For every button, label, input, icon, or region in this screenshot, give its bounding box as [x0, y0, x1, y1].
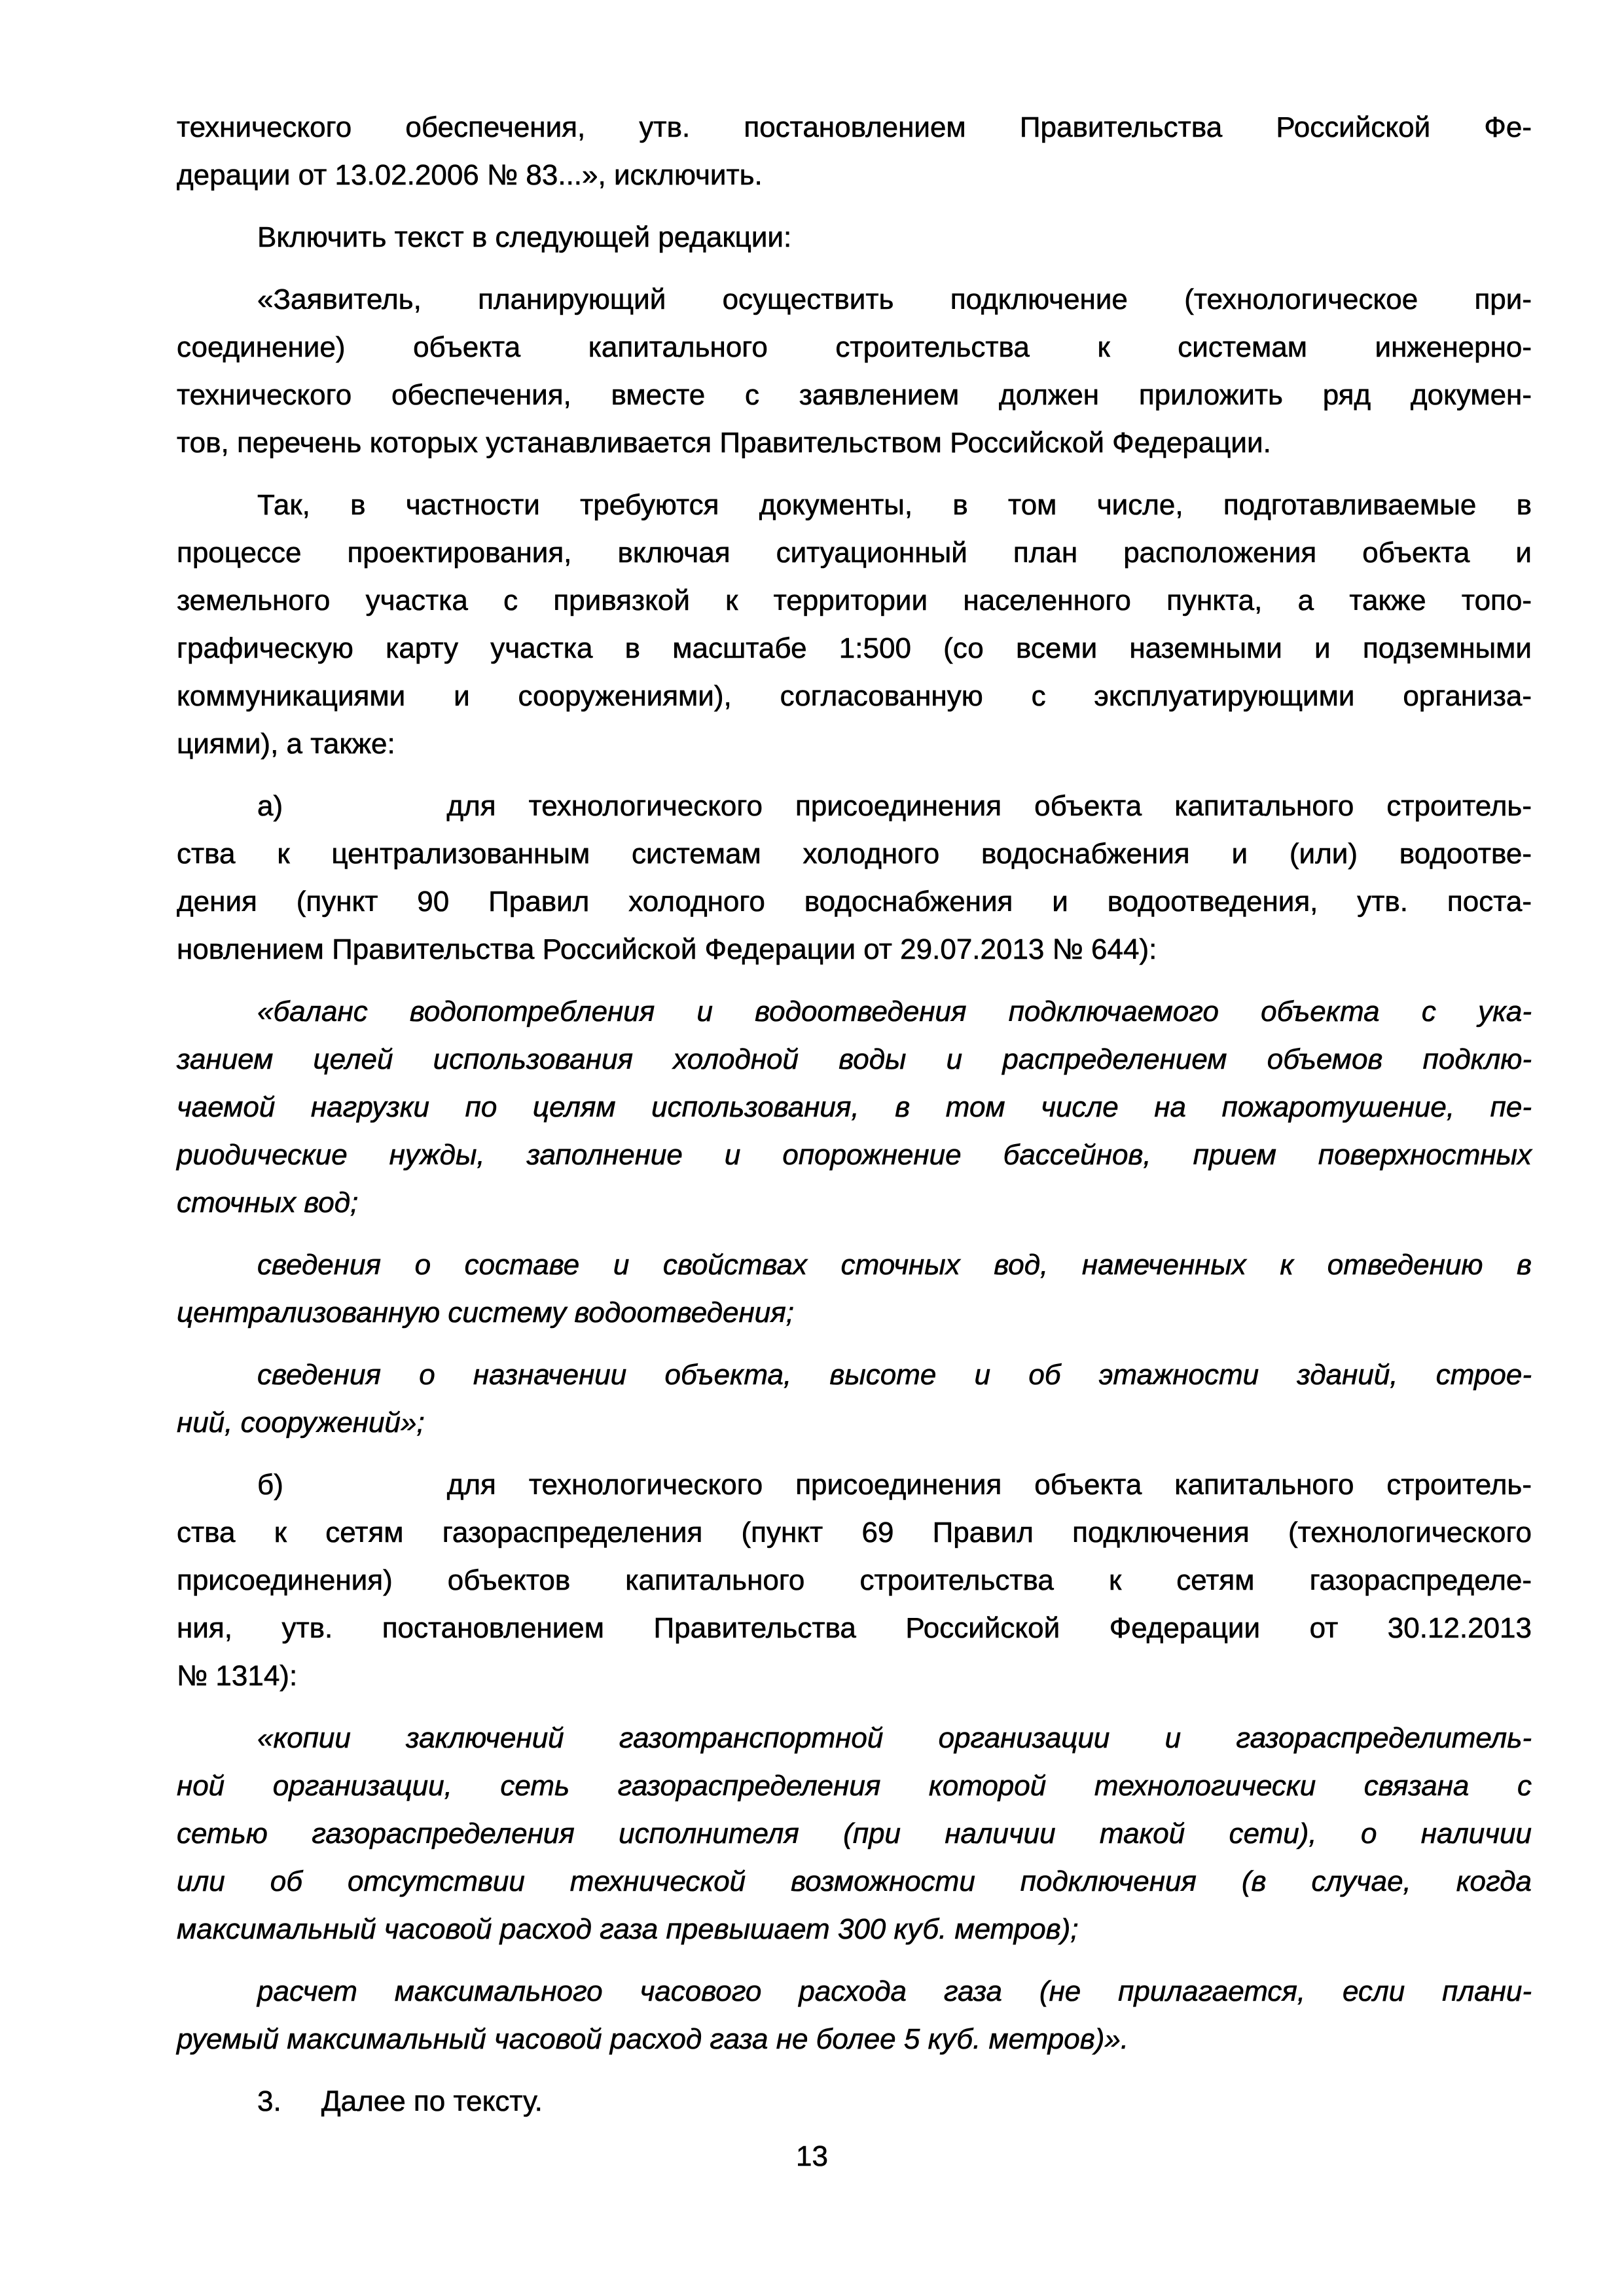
text-line: Так, в частности требуются документы, в том числе, подготавливаемые в — [257, 489, 1532, 521]
text-line: новлением Правительства Российской Федерации от 29.07.2013 № 644): — [177, 933, 1157, 965]
paragraph — [177, 1461, 1532, 1700]
paragraph — [177, 1714, 1532, 1953]
text-line: коммуникациями и сооружениями), согласованную с эксплуатирующими организа- — [177, 680, 1532, 712]
text-line: сведения о назначении объекта, высоте и об этажности зданий, строе- — [257, 1359, 1532, 1391]
paragraph — [177, 988, 1532, 1227]
paragraph — [177, 103, 1532, 199]
text-line: сточных вод; — [177, 1187, 359, 1219]
text-line: сетью газораспределения исполнителя (при наличии такой сети), о наличии — [177, 1818, 1532, 1850]
page-number: 13 — [796, 2140, 828, 2172]
text-line: технического обеспечения, вместе с заявлением должен приложить ряд докумен- — [177, 379, 1532, 411]
text-line: соединение) объекта капитального строительства к системам инженерно- — [177, 331, 1532, 363]
text-line: присоединения) объектов капитального строительства к сетям газораспределе- — [177, 1564, 1532, 1596]
text-line: графическую карту участка в масштабе 1:500 (со всеми наземными и подземными — [177, 632, 1532, 664]
text-line: технического обеспечения, утв. постановлением Правительства Российской Фе- — [177, 111, 1532, 143]
text-line: б) для технологического присоединения объекта капитального строитель- — [257, 1469, 1532, 1501]
text-line: или об отсутствии технической возможности подключения (в случае, когда — [177, 1865, 1532, 1897]
paragraph — [177, 481, 1532, 768]
paragraph — [177, 1351, 1532, 1446]
text-line: «Заявитель, планирующий осуществить подключение (технологическое при- — [257, 283, 1532, 315]
text-line: чаемой нагрузки по целям использования, в том числе на пожаротушение, пе- — [177, 1091, 1532, 1123]
text-line: ний, сооружений»; — [177, 1407, 425, 1439]
paragraph — [177, 782, 1532, 973]
text-line: 3. Далее по тексту. — [257, 2085, 543, 2117]
text-line: дения (пункт 90 Правил холодного водоснабжения и водоотведения, утв. поста- — [177, 886, 1532, 918]
document-text — [177, 103, 1532, 2140]
text-line: а) для технологического присоединения объекта капитального строитель- — [257, 790, 1532, 822]
text-line: занием целей использования холодной воды и распределением объемов подклю- — [177, 1043, 1532, 1075]
paragraph — [177, 213, 1532, 261]
text-line: ной организации, сеть газораспределения которой технологически связана с — [177, 1770, 1532, 1802]
paragraph — [177, 276, 1532, 467]
text-line: руемый максимальный часовой расход газа не более 5 куб. метров)». — [177, 2023, 1129, 2055]
text-line: ства к централизованным системам холодного водоснабжения и (или) водоотве- — [177, 838, 1532, 870]
text-line: № 1314): — [177, 1660, 298, 1692]
text-line: земельного участка с привязкой к территории населенного пункта, а также топо- — [177, 584, 1532, 617]
text-line: «копии заключений газотранспортной организации и газораспределитель- — [257, 1722, 1532, 1754]
text-line: централизованную систему водоотведения; — [177, 1297, 794, 1329]
paragraph — [177, 2077, 1532, 2125]
text-line: сведения о составе и свойствах сточных вод, намеченных к отведению в — [257, 1249, 1532, 1281]
paragraph — [177, 1967, 1532, 2063]
text-line: Включить текст в следующей редакции: — [257, 221, 792, 253]
text-line: тов, перечень которых устанавливается Правительством Российской Федерации. — [177, 427, 1271, 459]
text-line: процессе проектирования, включая ситуационный план расположения объекта и — [177, 537, 1532, 569]
text-line: циями), а также: — [177, 728, 395, 760]
text-line: «баланс водопотребления и водоотведения подключаемого объекта с ука- — [257, 996, 1532, 1028]
paragraph — [177, 1241, 1532, 1336]
text-line: ства к сетям газораспределения (пункт 69 Правил подключения (технологического — [177, 1516, 1532, 1549]
text-line: дерации от 13.02.2006 № 83...», исключить. — [177, 159, 763, 191]
text-line: риодические нужды, заполнение и опорожнение бассейнов, прием поверхностных — [177, 1139, 1532, 1171]
text-line: ния, утв. постановлением Правительства Российской Федерации от 30.12.2013 — [177, 1612, 1532, 1644]
text-line: максимальный часовой расход газа превышает 300 куб. метров); — [177, 1913, 1079, 1945]
text-line: расчет максимального часового расхода газа (не прилагается, если плани- — [257, 1975, 1532, 2007]
